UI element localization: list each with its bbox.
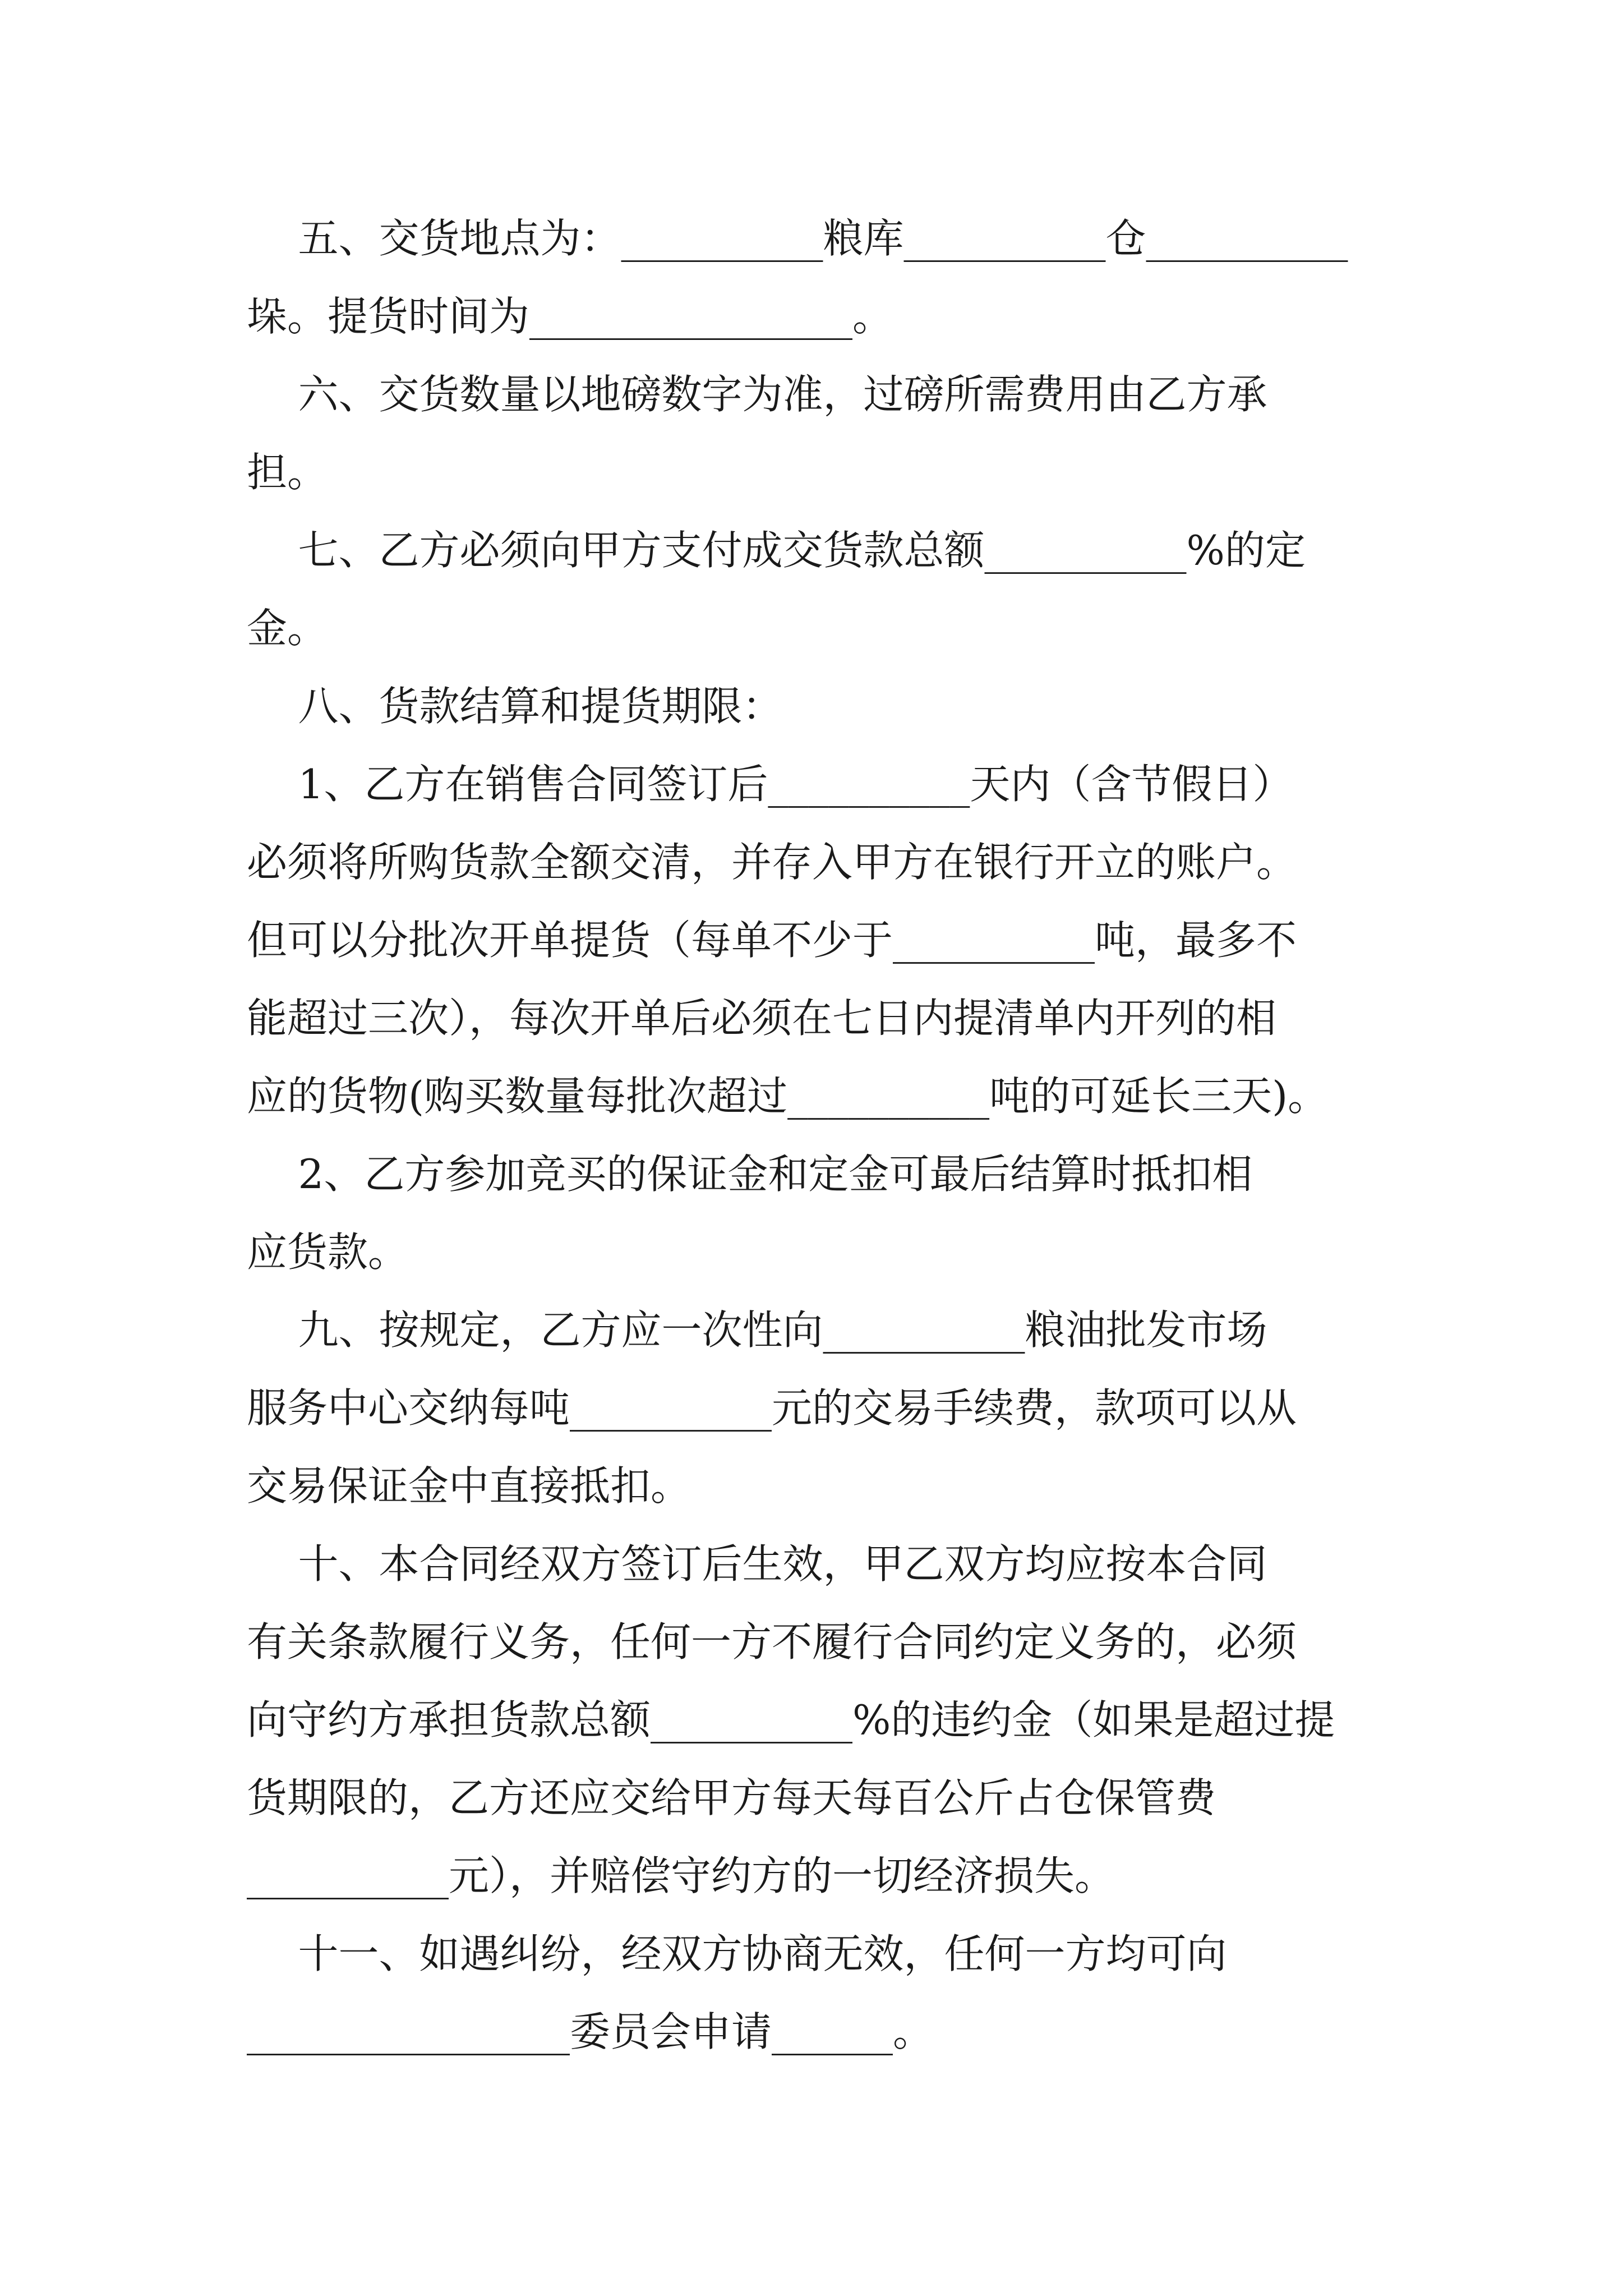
text-line-7: 八、货款结算和提货期限： (247, 683, 783, 730)
text-line-23: 十一、如遇纠纷，经双方协商无效，任何一方均可向 (247, 1930, 1227, 1977)
text-line-3: 六、交货数量以地磅数字为准，过磅所需费用由乙方承 (247, 371, 1267, 418)
text-line-13: 2、乙方参加竞买的保证金和定金可最后结算时抵扣相 (247, 1151, 1253, 1198)
text-line-10: 但可以分批次开单提货（每单不少于__________吨，最多不 (247, 917, 1297, 964)
text-line-1: 五、交货地点为：__________粮库__________仓__________ (247, 215, 1348, 262)
text-line-8: 1、乙方在销售合同签订后__________天内（含节假日） (247, 761, 1293, 808)
text-line-11: 能超过三次），每次开单后必须在七日内提清单内开列的相 (247, 995, 1277, 1042)
text-line-22: __________元），并赔偿守约方的一切经济损失。 (247, 1852, 1115, 1899)
text-line-17: 交易保证金中直接抵扣。 (247, 1462, 691, 1510)
text-line-21: 货期限的，乙方还应交给甲方每天每百公斤占仓保管费 (247, 1774, 1216, 1821)
text-line-9: 必须将所购货款全额交清，并存入甲方在银行开立的账户。 (247, 839, 1297, 886)
text-line-24: ________________委员会申请______。 (247, 2008, 934, 2055)
text-line-2: 垛。提货时间为________________。 (247, 293, 893, 340)
text-line-4: 担。 (247, 449, 328, 496)
text-line-12: 应的货物(购买数量每批次超过__________吨的可延长三天)。 (247, 1073, 1329, 1120)
text-line-14: 应货款。 (247, 1228, 409, 1276)
text-line-16: 服务中心交纳每吨__________元的交易手续费，款项可以从 (247, 1384, 1297, 1432)
text-line-5: 七、乙方必须向甲方支付成交货款总额__________%的定 (247, 527, 1306, 574)
text-line-18: 十、本合同经双方签订后生效，甲乙双方均应按本合同 (247, 1540, 1267, 1588)
text-line-19: 有关条款履行义务，任何一方不履行合同约定义务的，必须 (247, 1618, 1297, 1665)
text-line-6: 金。 (247, 605, 328, 652)
text-line-20: 向守约方承担货款总额__________%的违约金（如果是超过提 (247, 1696, 1335, 1743)
text-line-15: 九、按规定，乙方应一次性向__________粮油批发市场 (247, 1306, 1267, 1354)
